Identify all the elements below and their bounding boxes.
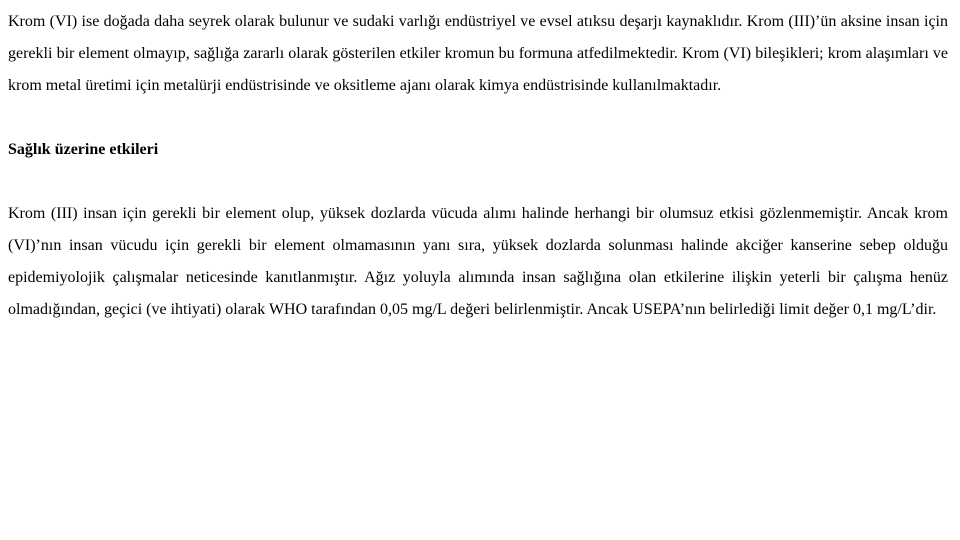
paragraph-chromium-vi-occurrence: Krom (VI) ise doğada daha seyrek olarak bulunur ve sudaki varlığı endüstriyel ve evsel atıksu deşarjı kaynaklıdır. Krom (III)’ün aksine insan için gerekli bir element olmayıp, sağlığa zararlı olarak gösterilen etkiler kromun bu formuna atfedilmektedir. Krom (VI) bileşikleri; krom alaşımları ve krom metal üretimi için metalürji endüstrisinde ve oksitleme ajanı olarak kimya endüstrisinde kullanılmaktadır.	[8, 13, 948, 94]
paragraph-health-effects: Krom (III) insan için gerekli bir element olup, yüksek dozlarda vücuda alımı halinde herhangi bir olumsuz etkisi gözlenmemiştir. Ancak krom (VI)’nın insan vücudu için gerekli bir element olmamasının yanı sıra, yüksek dozlarda solunması halinde akciğer kanserine sebep olduğu epidemiyolojik çalışmalar neticesinde kanıtlanmıştır. Ağız yoluyla alımında insan sağlığına olan etkilerine ilişkin yeterli bir çalışma henüz olmadığından, geçici (ve ihtiyati) olarak WHO tarafından 0,05 mg/L değeri belirlenmiştir. Ancak USEPA’nın belirlediği limit değer 0,1 mg/L’dir.	[8, 205, 948, 318]
document-page	[8, 6, 948, 326]
section-heading-health-effects: Sağlık üzerine etkileri	[8, 141, 159, 158]
